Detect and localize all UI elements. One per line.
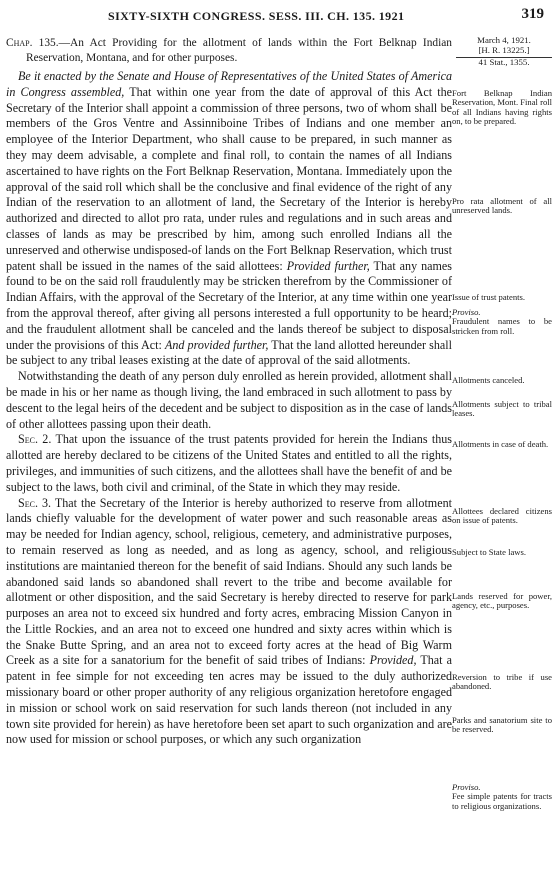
margin-note-canceled: Allotments canceled. xyxy=(452,375,525,385)
death-paragraph: Notwithstanding the death of any person duly enrolled as herein provided, allotment shall be made in his or her name as though living, the land embraced in such allotment to pass by descent to the legal heirs of the decedent and be subject to disposition as in the case of lands of other allottees passing upon their death. xyxy=(6,369,452,431)
section-2-paragraph xyxy=(6,432,452,495)
margin-note-death: Allotments in case of death. xyxy=(452,439,549,449)
section-2-text: That upon the issuance of the trust patents provided for herein the Indians thus allotted are hereby declared to be citizens of the United States and entitled to all the rights, privileges, and immunities of such citizens, and the allottees shall have the benefit of and be subject to the laws, both civil and criminal, of the State in which they may reside. xyxy=(6,432,452,494)
margin-note-trust-patents: Issue of trust patents. xyxy=(452,292,526,302)
enacting-clause: Be it enacted by the Senate and House of Representatives of the United States of America in Congress assembled, xyxy=(6,69,452,99)
proviso-further: Provided further, xyxy=(286,258,370,273)
margin-note-reserved-lands: Lands reserved for power, agency, etc., purposes. xyxy=(452,591,552,611)
chapter-heading xyxy=(6,36,452,65)
chapter-title: —An Act Providing for the allotment of lands within the Fort Belknap Indian Reservation, Montana, and for other purposes. xyxy=(26,37,452,64)
chapter-label: Chap. 135. xyxy=(6,37,59,49)
bill-number: [H. R. 13225.] xyxy=(478,44,530,55)
margin-note-fraudulent xyxy=(452,308,552,336)
margin-note-reversion: Reversion to tribe if use abandoned. xyxy=(452,672,552,692)
margin-note-parks: Parks and sanatorium site to be reserved. xyxy=(452,715,552,735)
section-2-label: Sec. 2. xyxy=(18,432,52,447)
page-number: 319 xyxy=(521,6,544,22)
section-1-text-a: That within one year from the date of approval of this Act the Secretary of the Interior shall appoint a commission of three persons, two of whom shall be members of the Gros Ventre and Assinniboine Tribes of Indians and one member an employee of the Interior Department, who shall cause to be prepared, in such manner as they may deem advisable, a complete and final roll, to contain the names of all Indians ascertained to have rights on the Fort Belknap Reservation, Montana. Immediately upon the approval of the said roll which shall be the conclusive and final evidence of the right of any Indian of the reservation to an allotment of land, the Secretary of the Interior is hereby authorized and directed to allot pro rata, under rules and regulations and in such areas and classes of lands as may be prescribed by him, among such enrolled Indians all the unreserved and otherwise undisposed-of lands on the Fort Belknap Reservation, which trust patent shall be issued in the names of the said allottees: xyxy=(6,84,452,273)
section-3-label: Sec. 3. xyxy=(18,495,52,510)
bill-reference xyxy=(456,36,552,68)
margin-note-fraudulent-text: Fraudulent names to be stricken from roll. xyxy=(452,316,552,336)
statute-body xyxy=(6,36,452,748)
section-3-paragraph xyxy=(6,496,452,749)
enactment-date: March 4, 1921. xyxy=(477,35,531,45)
margin-note-fee-simple-text: Fee simple patents for tracts to religious organizations. xyxy=(452,791,552,811)
section-3-text-b: That a patent in fee simple for not exceeding ten acres may be issued to the duly authorized missionary board or other proper authority of any religious organization heretofore engaged in mission or school work on said reservation for such lands thereon (not included in any town site provided for herein) as have heretofore been set apart to such organization and are now used for mission or school purposes, or which any such organization xyxy=(6,653,452,747)
statute-citation: 41 Stat., 1355. xyxy=(478,57,530,67)
section-1-text-c: That the land allotted hereunder shall be subject to any tribal leases existing at the date of approval of the said allotments. xyxy=(6,337,452,368)
margin-proviso-label: Proviso. xyxy=(452,307,481,317)
section-3-text-a: That the Secretary of the Interior is hereby authorized to reserve from allotment lands chiefly valuable for the development of water power and such reasonable areas as may be needed for Indian agency, school, religious, cemetery, and administrative purposes, to remain reserved as long as needed, and as long as agency, school, and religious institutions are maintanied thereon for the benefit of said Indians. Should any such lands be abandoned said lands so abandoned shall revert to the tribe and become available for allotment or other disposition, and the said Secretary is hereby directed to reserve for park purposes an area not to exceed six hundred and forty acres, embracing Mission Canyon in the Little Rockies, and an area not to exceed one hundred and sixty acres within which is the Snake Butte Spring, and an area not to exceed forty acres at the head of Big Warm Creek as a site for a sanatorium for the benefit of said tribes of Indians: xyxy=(6,495,452,668)
margin-note-state-laws: Subject to State laws. xyxy=(452,547,526,557)
margin-note-tribal-leases: Allotments subject to tribal leases. xyxy=(452,399,552,419)
margin-note-fee-simple xyxy=(452,783,552,811)
margin-proviso-label: Proviso. xyxy=(452,782,481,792)
section-1-text-b: That any names found to be on the said roll fraudulently may be stricken therefrom by the Commissioner of Indian Affairs, with the approval of the Secretary of the Interior, at any time within one year from the approval thereof, after giving all persons interested a full opportunity to be heard; and the fraudulent allotment shall be canceled and the lands thereof be subject to disposal under the provisions of this Act: xyxy=(6,258,452,352)
margin-note-citizens: Allottees declared citizens on issue of patents. xyxy=(452,506,552,526)
section-1-paragraph xyxy=(6,69,452,369)
running-head: SIXTY-SIXTH CONGRESS. SESS. III. CH. 135. 1921 xyxy=(108,9,405,23)
page-header xyxy=(0,6,558,25)
margin-note-final-roll: Fort Belknap Indian Reservation, Mont. Final roll of all Indians having rights on, to be prepared. xyxy=(452,88,553,126)
margin-note-pro-rata: Pro rata allotment of all unreserved lands. xyxy=(452,196,552,216)
proviso-and-further: And provided further, xyxy=(164,337,269,352)
proviso-provided: Provided, xyxy=(369,653,417,668)
